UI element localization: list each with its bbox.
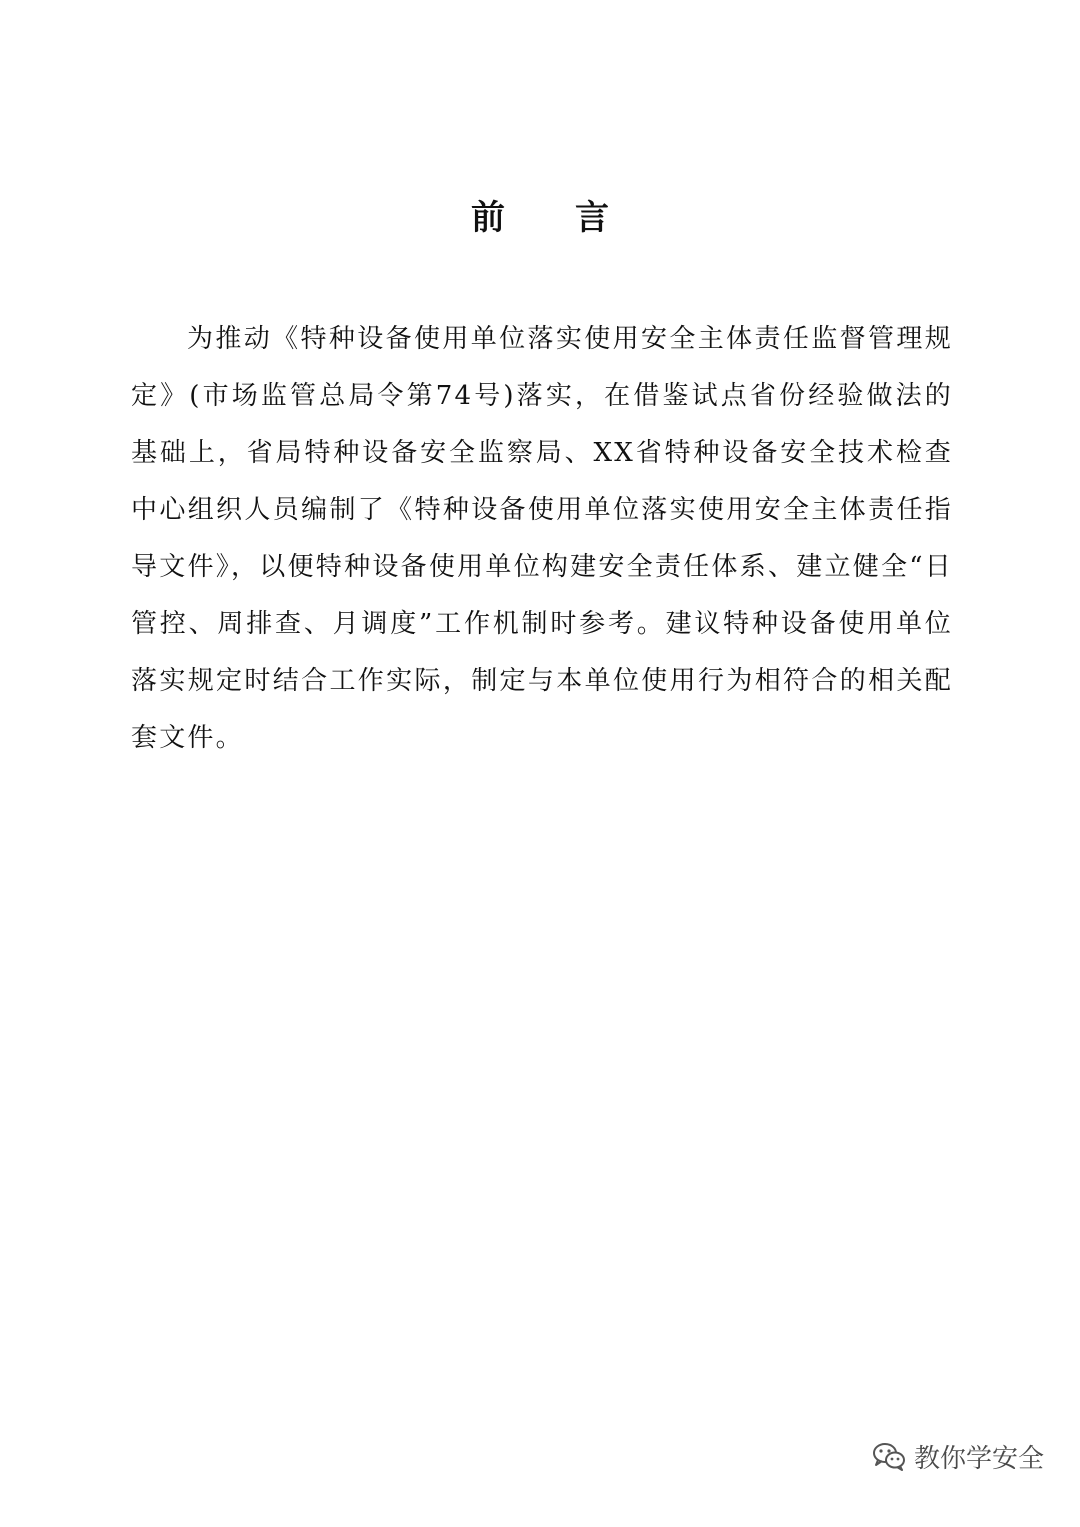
preface-paragraph: 为推动《特种设备使用单位落实使用安全主体责任监督管理规定》(市场监管总局令第74号)落实，在借鉴试点省份经验做法的基础上，省局特种设备安全监察局、XX省特种设备安全技术检查中心组织人员编制了《特种设备使用单位落实使用安全主体责任指导文件》，以便特种设备使用单位构建安全责任体系、建立健全“日管控、周排查、月调度”工作机制时参考。建议特种设备使用单位落实规定时结合工作实际，制定与本单位使用行为相符合的相关配套文件。 (131, 324, 953, 753)
page-title: 前言 (471, 198, 679, 238)
watermark (872, 1434, 1044, 1478)
wechat-icon (872, 1441, 906, 1471)
watermark-label: 教你学安全 (914, 1443, 1045, 1474)
